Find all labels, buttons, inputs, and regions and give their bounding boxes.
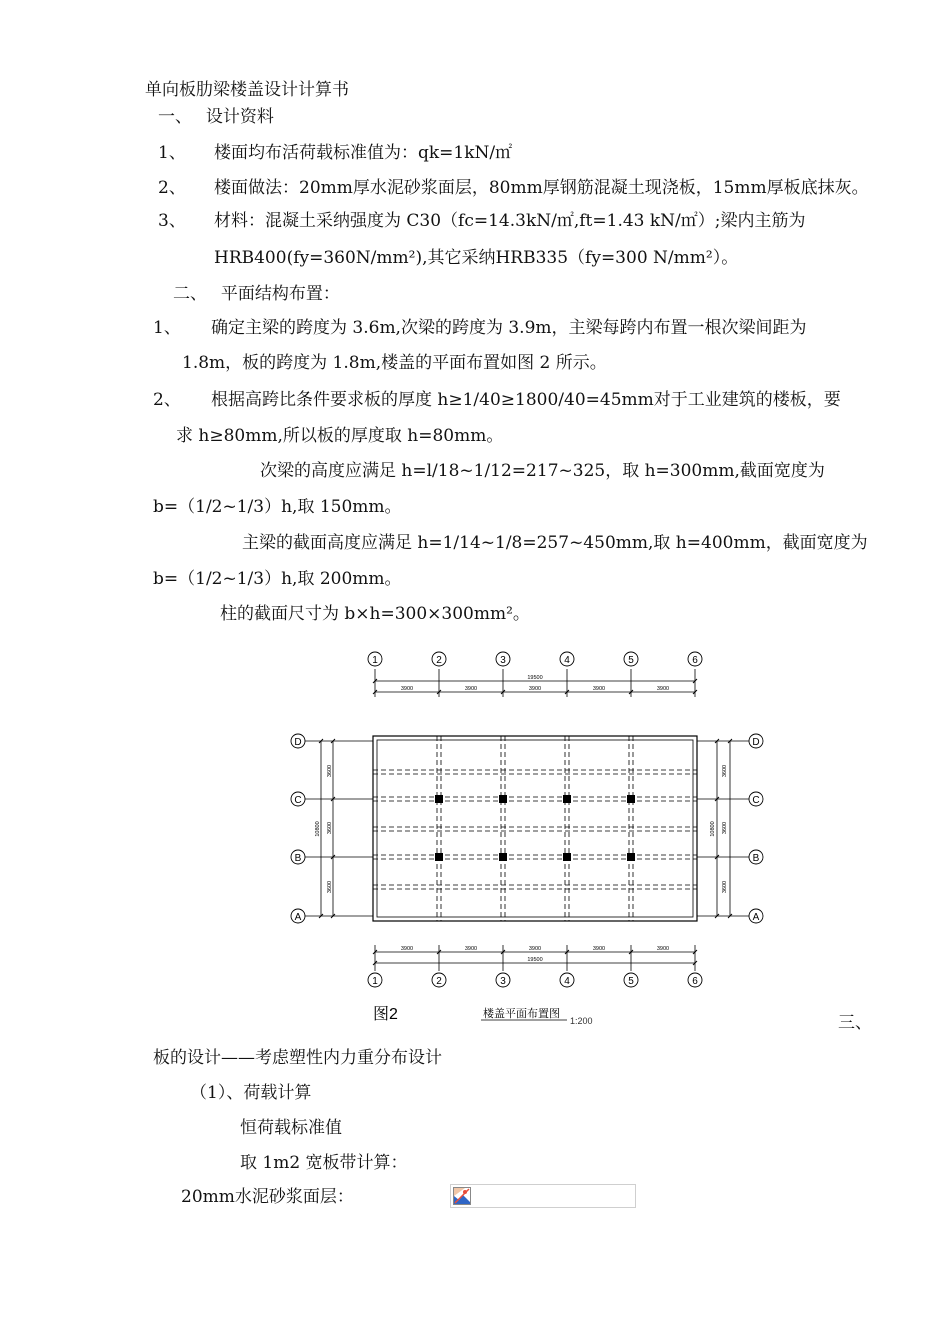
dimension-label: 3900 xyxy=(656,686,670,692)
axis-label: 3 xyxy=(500,976,506,987)
figure-title: 楼盖平面布置图 xyxy=(483,1008,560,1020)
item-text: 楼面做法：20mm厚水泥砂浆面层，80mm厚钢筋混凝土现浇板，15mm厚板底抹灰。 xyxy=(214,178,869,198)
item-text-continued: 1.8m，板的跨度为 1.8m,楼盖的平面布置如图 2 所示。 xyxy=(182,353,607,373)
dimension-label: 3900 xyxy=(528,686,542,692)
item-text: 根据高跨比条件要求板的厚度 h≥1/40≥1800/40=45mm对于工业建筑的楼板，要 xyxy=(211,390,841,410)
dimension-label: 3900 xyxy=(400,686,414,692)
axis-label: 6 xyxy=(692,655,698,666)
figure-number: 图2 xyxy=(373,1006,398,1023)
dimension-label: 3900 xyxy=(528,946,542,952)
paragraph-continued: b=（1/2~1/3）h,取 150mm。 xyxy=(153,497,402,517)
dimension-label: 3600 xyxy=(327,764,333,778)
item-text: 楼面均布活荷载标准值为：qk=1kN/㎡ xyxy=(214,143,513,163)
axis-label: B xyxy=(294,853,302,864)
broken-image-icon xyxy=(453,1187,471,1205)
dimension-label: 19500 xyxy=(527,957,543,963)
axis-label: 6 xyxy=(692,976,698,987)
axis-label: 2 xyxy=(436,976,442,987)
axis-label: 3 xyxy=(500,655,506,666)
item-number: 2、 xyxy=(158,178,186,198)
axis-label: 5 xyxy=(628,655,634,666)
axis-label: C xyxy=(752,795,760,806)
axis-label: 4 xyxy=(564,655,570,666)
item-text-continued: 求 h≥80mm,所以板的厚度取 h=80mm。 xyxy=(176,426,504,446)
section-3-heading: 板的设计——考虑塑性内力重分布设计 xyxy=(153,1048,442,1068)
dimension-label: 3900 xyxy=(656,946,670,952)
axis-label: 2 xyxy=(436,655,442,666)
axis-label: 4 xyxy=(564,976,570,987)
dimension-label: 19500 xyxy=(527,675,543,681)
paragraph-continued: b=（1/2~1/3）h,取 200mm。 xyxy=(153,569,402,589)
dimension-label: 3900 xyxy=(592,946,606,952)
paragraph-strip: 取 1m2 宽板带计算： xyxy=(240,1153,408,1173)
paragraph-dead-load: 恒荷载标准值 xyxy=(240,1118,342,1138)
figure-scale: 1:200 xyxy=(570,1016,593,1026)
item-number: 2、 xyxy=(153,390,181,410)
dimension-label: 3600 xyxy=(722,880,728,894)
paragraph-secondary-beam: 次梁的高度应满足 h=l/18~1/12=217~325，取 h=300mm,截面宽度为 xyxy=(260,461,825,481)
paragraph-column-size: 柱的截面尺寸为 b×h=300×300mm²。 xyxy=(220,604,530,624)
item-text: 确定主梁的跨度为 3.6m,次梁的跨度为 3.9m，主梁每跨内布置一根次梁间距为 xyxy=(211,318,807,338)
dimension-label: 3600 xyxy=(722,764,728,778)
dimension-label: 10800 xyxy=(710,821,716,837)
axis-label: 1 xyxy=(372,655,378,666)
paragraph-main-beam: 主梁的截面高度应满足 h=1/14~1/8=257~450mm,取 h=400mm，截面宽度为 xyxy=(242,533,868,553)
item-number: 1、 xyxy=(158,143,186,163)
axis-label: C xyxy=(294,795,302,806)
dimension-label: 3900 xyxy=(592,686,606,692)
axis-label: 1 xyxy=(372,976,378,987)
item-text-continued: HRB400(fy=360N/mm²),其它采纳HRB335（fy=300 N/mm²）。 xyxy=(214,248,739,268)
axis-label: A xyxy=(294,912,302,923)
dimension-label: 3900 xyxy=(464,946,478,952)
axis-label: D xyxy=(294,737,302,748)
axis-label: 5 xyxy=(628,976,634,987)
dimension-label: 3600 xyxy=(722,821,728,835)
document-title: 单向板肋梁楼盖设计计算书 xyxy=(145,80,349,100)
floor-plan-figure xyxy=(285,645,760,1026)
section-3-number: 三、 xyxy=(838,1013,872,1033)
dimension-label: 3600 xyxy=(327,821,333,835)
image-placeholder xyxy=(450,1184,636,1208)
dimension-label: 3900 xyxy=(464,686,478,692)
subsection-heading: （1）、荷载计算 xyxy=(190,1083,312,1103)
section-1-heading: 一、 设计资料 xyxy=(158,107,274,127)
item-number: 1、 xyxy=(153,318,181,338)
axis-label: B xyxy=(752,853,760,864)
section-2-heading: 二、 平面结构布置： xyxy=(173,284,340,304)
item-text: 材料：混凝土采纳强度为 C30（fc=14.3kN/㎡,ft=1.43 kN/㎡）;梁内主筋为 xyxy=(214,211,806,231)
dimension-label: 3600 xyxy=(327,880,333,894)
paragraph-mortar-layer: 20mm水泥砂浆面层： xyxy=(181,1187,354,1207)
dimension-label: 10800 xyxy=(315,821,321,837)
dimension-label: 3900 xyxy=(400,946,414,952)
axis-label: D xyxy=(752,737,760,748)
axis-label: A xyxy=(752,912,760,923)
item-number: 3、 xyxy=(158,211,186,231)
